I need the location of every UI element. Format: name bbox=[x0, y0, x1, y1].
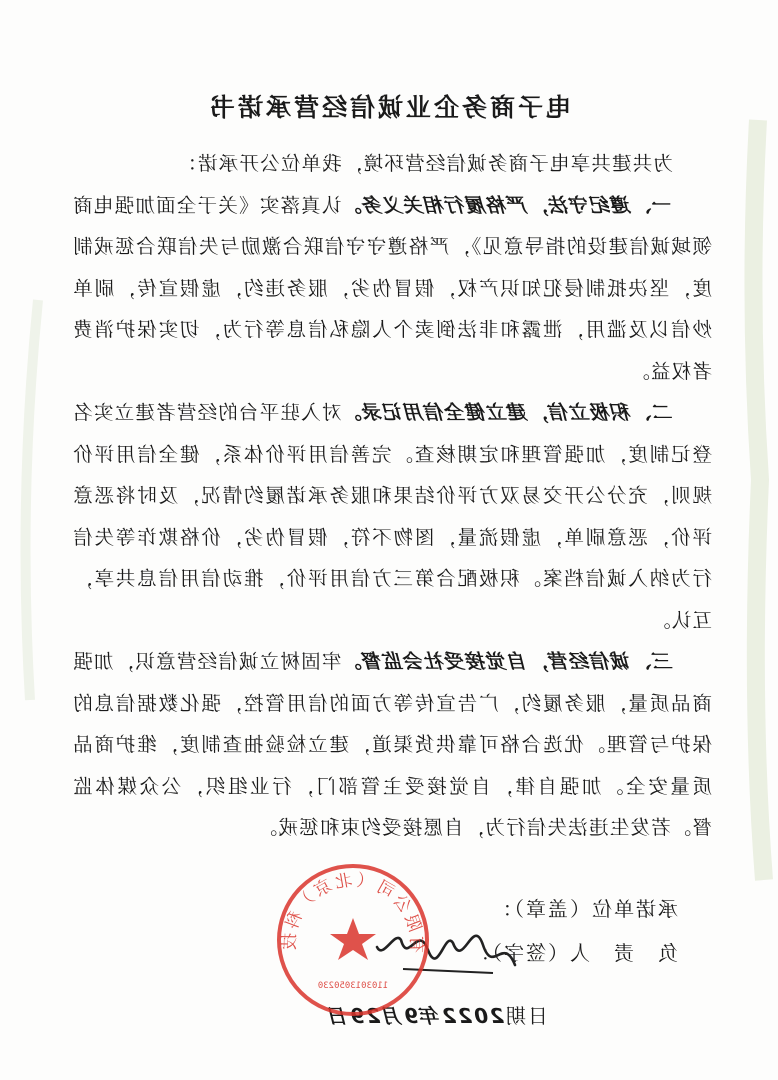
date-value: 2022年9月29日 bbox=[326, 1004, 504, 1028]
section-2 bbox=[72, 392, 712, 641]
section-3 bbox=[72, 641, 712, 849]
section-1-lead: 一、遵纪守法，严格履行相关义务。 bbox=[341, 193, 673, 217]
section-2-lead: 二、积极立信，建立健全信用记录。 bbox=[341, 401, 673, 424]
section-3-text: 牢固树立诚信经营意识，加强商品质量，服务履约，广告宣传等方面的信用管控，强化数据信息的保护与管理。优选合格可靠供货渠道，建立检验抽查制度，维护商品质量安全。加强自律，自觉接受主管部门，行业组织，公众媒体监督。若发生违法失信行为，自愿接受约束和惩戒。 bbox=[72, 650, 712, 839]
section-3-lead: 三、诚信经营，自觉接受社会监督。 bbox=[341, 650, 673, 673]
intro-paragraph: 为共建共享电子商务诚信经营环境，我单位公开承诺： bbox=[176, 152, 673, 175]
section-1 bbox=[72, 185, 712, 393]
section-2-text: 对入驻平台的经营者建立实名登记制度，加强管理和定期核查。完善信用评价体系，健全信用评价规则，充分公开交易双方评价结果和服务承诺履约情况，及时将恶意评价，恶意刷单，虚假流量，图物不符，假冒伪劣，价格欺诈等失信行为纳入诚信档案。积极配合第三方信用评价，推动信用信息共享，互认。 bbox=[72, 401, 712, 632]
date-prefix: 日期 bbox=[504, 1004, 548, 1028]
company-seal bbox=[273, 860, 433, 1020]
responsible-person-label: 负 责 人（签字）： bbox=[468, 941, 678, 965]
document-title: 电子商务企业诚信经营承诺书 bbox=[207, 93, 572, 122]
seal-code: 1103013050230 bbox=[317, 981, 389, 991]
section-1-text: 认真落实《关于全面加强电商领域诚信建设的指导意见》，严格遵守守信联合激励与失信联合惩戒制度，坚决抵制侵犯知识产权，假冒伪劣，服务违约，虚假宣传，刷单炒信以及滥用，泄露和非法倒卖个人隐私信息等行为，切实保护消费者权益。 bbox=[72, 193, 712, 383]
promisor-unit-label: 承诺单位（盖章）： bbox=[490, 897, 678, 921]
seal-text: 有限公司（北京）科技 bbox=[279, 870, 427, 954]
document-body bbox=[72, 143, 712, 849]
